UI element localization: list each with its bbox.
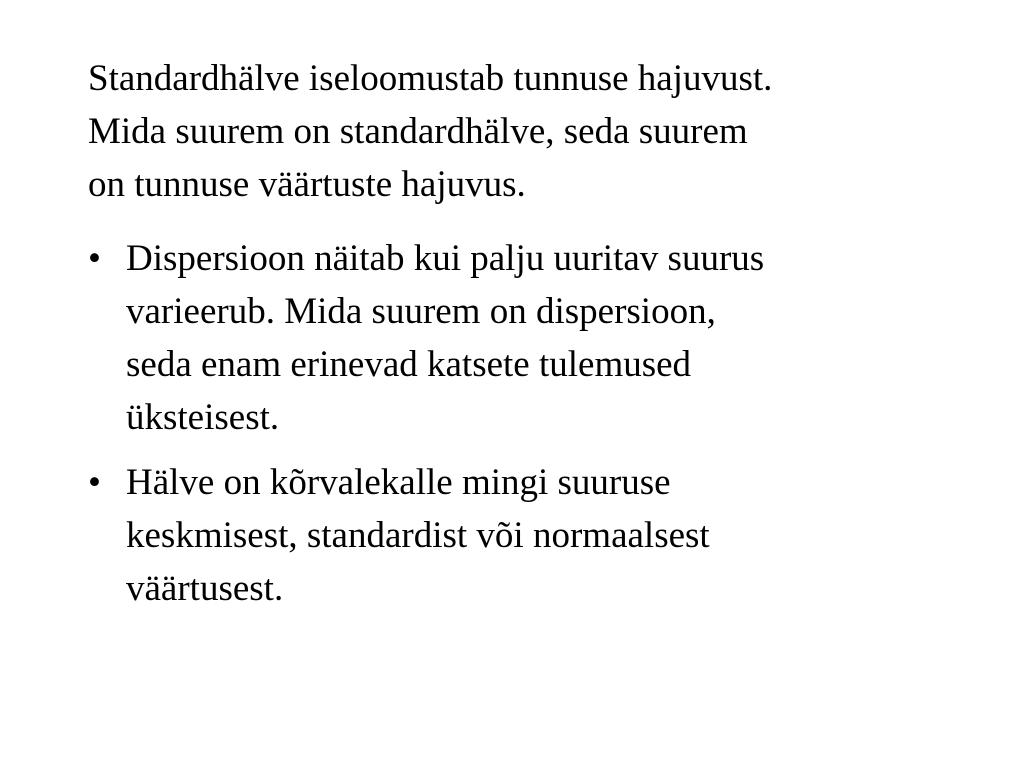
intro-line: Mida suurem on standardhälve, seda suurem <box>88 111 748 152</box>
bullet-item-dispersion <box>88 232 968 444</box>
bullet-line: üksteisest. <box>126 397 280 438</box>
bullet-line: väärtusest. <box>126 568 284 609</box>
bullet-line: keskmisest, standardist või normaalsest <box>126 515 710 556</box>
bullet-line: seda enam erinevad katsete tulemused <box>126 344 692 385</box>
bullet-icon: • <box>88 462 101 503</box>
bullet-line: Dispersioon näitab kui palju uuritav suurus <box>126 238 765 279</box>
intro-line: on tunnuse väärtuste hajuvus. <box>88 164 526 205</box>
bullet-icon: • <box>88 238 101 279</box>
bullet-line: Hälve on kõrvalekalle mingi suuruse <box>126 462 671 503</box>
bullet-list <box>88 232 968 627</box>
bullet-item-deviation <box>88 456 968 615</box>
intro-paragraph <box>88 52 968 211</box>
intro-line: Standardhälve iseloomustab tunnuse hajuvust. <box>88 58 773 99</box>
bullet-line: varieerub. Mida suurem on dispersioon, <box>126 291 716 332</box>
